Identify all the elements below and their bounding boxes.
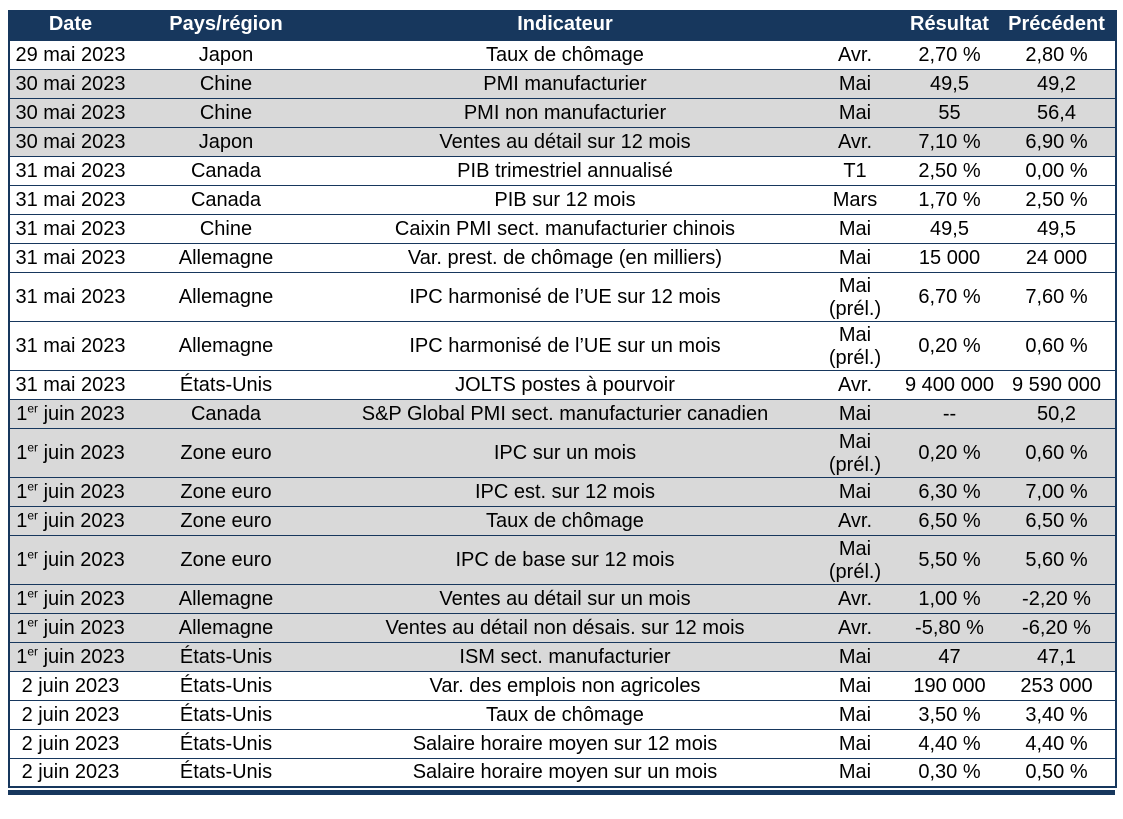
cell-previous: 9 590 000 bbox=[998, 370, 1116, 399]
cell-date: 1er juin 2023 bbox=[9, 399, 131, 428]
cell-indicator: PMI non manufacturier bbox=[321, 98, 809, 127]
cell-country: Allemagne bbox=[131, 321, 321, 370]
cell-country: Zone euro bbox=[131, 506, 321, 535]
cell-result: 15 000 bbox=[901, 243, 998, 272]
cell-country: États-Unis bbox=[131, 671, 321, 700]
cell-result: 3,50 % bbox=[901, 700, 998, 729]
cell-country: États-Unis bbox=[131, 642, 321, 671]
cell-previous: 7,00 % bbox=[998, 477, 1116, 506]
table-row bbox=[9, 370, 1116, 399]
cell-country: Chine bbox=[131, 69, 321, 98]
cell-date: 2 juin 2023 bbox=[9, 700, 131, 729]
cell-period: Mai bbox=[809, 671, 901, 700]
cell-result: 1,00 % bbox=[901, 584, 998, 613]
date-ordinal-sup: er bbox=[27, 585, 39, 600]
cell-indicator: PIB trimestriel annualisé bbox=[321, 156, 809, 185]
cell-indicator: ISM sect. manufacturier bbox=[321, 642, 809, 671]
cell-country: Canada bbox=[131, 156, 321, 185]
cell-previous: 7,60 % bbox=[998, 272, 1116, 321]
cell-result: 7,10 % bbox=[901, 127, 998, 156]
cell-date: 31 mai 2023 bbox=[9, 321, 131, 370]
table-bottom-bar bbox=[8, 790, 1115, 795]
cell-period: Avr. bbox=[809, 127, 901, 156]
col-header-indicator: Indicateur bbox=[321, 10, 809, 40]
economic-calendar-table bbox=[8, 10, 1117, 788]
table-row bbox=[9, 506, 1116, 535]
date-ordinal-sup: er bbox=[27, 400, 39, 415]
cell-indicator: IPC est. sur 12 mois bbox=[321, 477, 809, 506]
cell-date: 31 mai 2023 bbox=[9, 370, 131, 399]
cell-indicator: IPC harmonisé de l’UE sur un mois bbox=[321, 321, 809, 370]
table-row bbox=[9, 127, 1116, 156]
table-row bbox=[9, 758, 1116, 787]
cell-period: Mai bbox=[809, 98, 901, 127]
cell-date: 2 juin 2023 bbox=[9, 729, 131, 758]
cell-indicator: IPC sur un mois bbox=[321, 428, 809, 477]
cell-indicator: Taux de chômage bbox=[321, 506, 809, 535]
col-header-previous: Précédent bbox=[998, 10, 1116, 40]
cell-country: Zone euro bbox=[131, 477, 321, 506]
cell-date: 31 mai 2023 bbox=[9, 272, 131, 321]
cell-country: Allemagne bbox=[131, 243, 321, 272]
cell-previous: 6,50 % bbox=[998, 506, 1116, 535]
table-row bbox=[9, 700, 1116, 729]
table-row bbox=[9, 613, 1116, 642]
table-row bbox=[9, 243, 1116, 272]
table-row bbox=[9, 98, 1116, 127]
cell-previous: 50,2 bbox=[998, 399, 1116, 428]
cell-period: Avr. bbox=[809, 584, 901, 613]
cell-result: 6,30 % bbox=[901, 477, 998, 506]
date-ordinal-sup: er bbox=[27, 507, 39, 522]
cell-period: Mai (prél.) bbox=[809, 535, 901, 584]
table-row bbox=[9, 214, 1116, 243]
cell-period: Avr. bbox=[809, 40, 901, 69]
cell-previous: 24 000 bbox=[998, 243, 1116, 272]
cell-country: Chine bbox=[131, 214, 321, 243]
cell-country: États-Unis bbox=[131, 758, 321, 787]
cell-date: 2 juin 2023 bbox=[9, 671, 131, 700]
cell-result: 49,5 bbox=[901, 69, 998, 98]
cell-result: 1,70 % bbox=[901, 185, 998, 214]
cell-previous: 4,40 % bbox=[998, 729, 1116, 758]
cell-indicator: Ventes au détail non désais. sur 12 mois bbox=[321, 613, 809, 642]
cell-period: T1 bbox=[809, 156, 901, 185]
cell-date: 1er juin 2023 bbox=[9, 477, 131, 506]
table-row bbox=[9, 156, 1116, 185]
cell-previous: 0,00 % bbox=[998, 156, 1116, 185]
cell-previous: 2,80 % bbox=[998, 40, 1116, 69]
cell-date: 1er juin 2023 bbox=[9, 584, 131, 613]
cell-country: Zone euro bbox=[131, 535, 321, 584]
cell-date: 1er juin 2023 bbox=[9, 613, 131, 642]
table-row bbox=[9, 477, 1116, 506]
table-row bbox=[9, 535, 1116, 584]
cell-previous: 49,2 bbox=[998, 69, 1116, 98]
cell-period: Mai bbox=[809, 69, 901, 98]
cell-date: 1er juin 2023 bbox=[9, 642, 131, 671]
cell-period: Mai bbox=[809, 214, 901, 243]
date-ordinal-sup: er bbox=[27, 478, 39, 493]
cell-period: Mai bbox=[809, 399, 901, 428]
cell-date: 1er juin 2023 bbox=[9, 535, 131, 584]
cell-indicator: JOLTS postes à pourvoir bbox=[321, 370, 809, 399]
cell-indicator: Var. prest. de chômage (en milliers) bbox=[321, 243, 809, 272]
cell-result: 2,70 % bbox=[901, 40, 998, 69]
table-row bbox=[9, 321, 1116, 370]
cell-result: 6,70 % bbox=[901, 272, 998, 321]
table-row bbox=[9, 729, 1116, 758]
cell-indicator: Var. des emplois non agricoles bbox=[321, 671, 809, 700]
cell-date: 31 mai 2023 bbox=[9, 185, 131, 214]
cell-period: Mai (prél.) bbox=[809, 272, 901, 321]
header-row bbox=[9, 10, 1116, 40]
cell-date: 31 mai 2023 bbox=[9, 243, 131, 272]
cell-previous: 0,60 % bbox=[998, 428, 1116, 477]
cell-country: Allemagne bbox=[131, 584, 321, 613]
cell-date: 31 mai 2023 bbox=[9, 214, 131, 243]
cell-date: 1er juin 2023 bbox=[9, 506, 131, 535]
cell-previous: 6,90 % bbox=[998, 127, 1116, 156]
cell-period: Avr. bbox=[809, 613, 901, 642]
table-row bbox=[9, 185, 1116, 214]
cell-previous: 2,50 % bbox=[998, 185, 1116, 214]
cell-previous: -6,20 % bbox=[998, 613, 1116, 642]
table-row bbox=[9, 428, 1116, 477]
cell-result: 55 bbox=[901, 98, 998, 127]
cell-period: Mai bbox=[809, 477, 901, 506]
cell-indicator: PMI manufacturier bbox=[321, 69, 809, 98]
cell-result: 190 000 bbox=[901, 671, 998, 700]
cell-previous: 253 000 bbox=[998, 671, 1116, 700]
cell-result: -5,80 % bbox=[901, 613, 998, 642]
cell-previous: 0,60 % bbox=[998, 321, 1116, 370]
table-body bbox=[9, 40, 1116, 787]
cell-result: 0,20 % bbox=[901, 428, 998, 477]
cell-indicator: S&P Global PMI sect. manufacturier canadien bbox=[321, 399, 809, 428]
cell-result: -- bbox=[901, 399, 998, 428]
cell-period: Mai bbox=[809, 642, 901, 671]
cell-indicator: Caixin PMI sect. manufacturier chinois bbox=[321, 214, 809, 243]
cell-date: 31 mai 2023 bbox=[9, 156, 131, 185]
cell-country: Japon bbox=[131, 127, 321, 156]
table-row bbox=[9, 69, 1116, 98]
cell-result: 6,50 % bbox=[901, 506, 998, 535]
cell-date: 30 mai 2023 bbox=[9, 127, 131, 156]
period-preliminary-note: (prél.) bbox=[828, 560, 882, 583]
cell-previous: 56,4 bbox=[998, 98, 1116, 127]
cell-country: États-Unis bbox=[131, 700, 321, 729]
cell-period: Avr. bbox=[809, 506, 901, 535]
cell-result: 47 bbox=[901, 642, 998, 671]
cell-indicator: Taux de chômage bbox=[321, 40, 809, 69]
cell-indicator: Taux de chômage bbox=[321, 700, 809, 729]
cell-country: Japon bbox=[131, 40, 321, 69]
cell-previous: 0,50 % bbox=[998, 758, 1116, 787]
cell-previous: 49,5 bbox=[998, 214, 1116, 243]
cell-country: États-Unis bbox=[131, 729, 321, 758]
period-preliminary-note: (prél.) bbox=[828, 346, 882, 369]
period-preliminary-note: (prél.) bbox=[828, 297, 882, 320]
cell-period: Mai bbox=[809, 729, 901, 758]
table-row bbox=[9, 671, 1116, 700]
cell-result: 5,50 % bbox=[901, 535, 998, 584]
col-header-result: Résultat bbox=[901, 10, 998, 40]
cell-indicator: PIB sur 12 mois bbox=[321, 185, 809, 214]
cell-indicator: IPC de base sur 12 mois bbox=[321, 535, 809, 584]
col-header-period bbox=[809, 10, 901, 40]
period-preliminary-note: (prél.) bbox=[828, 453, 882, 476]
table-row bbox=[9, 40, 1116, 69]
table-row bbox=[9, 399, 1116, 428]
cell-result: 9 400 000 bbox=[901, 370, 998, 399]
cell-result: 0,30 % bbox=[901, 758, 998, 787]
col-header-country: Pays/région bbox=[131, 10, 321, 40]
table-header bbox=[9, 10, 1116, 40]
table-row bbox=[9, 584, 1116, 613]
cell-date: 1er juin 2023 bbox=[9, 428, 131, 477]
cell-indicator: Ventes au détail sur 12 mois bbox=[321, 127, 809, 156]
cell-date: 30 mai 2023 bbox=[9, 98, 131, 127]
cell-result: 49,5 bbox=[901, 214, 998, 243]
cell-indicator: Ventes au détail sur un mois bbox=[321, 584, 809, 613]
table-row bbox=[9, 642, 1116, 671]
cell-date: 2 juin 2023 bbox=[9, 758, 131, 787]
cell-period: Avr. bbox=[809, 370, 901, 399]
date-ordinal-sup: er bbox=[27, 439, 39, 454]
cell-country: Canada bbox=[131, 399, 321, 428]
cell-period: Mai bbox=[809, 243, 901, 272]
cell-country: Zone euro bbox=[131, 428, 321, 477]
date-ordinal-sup: er bbox=[27, 546, 39, 561]
cell-country: États-Unis bbox=[131, 370, 321, 399]
cell-period: Mai bbox=[809, 758, 901, 787]
cell-period: Mai bbox=[809, 700, 901, 729]
cell-country: Allemagne bbox=[131, 272, 321, 321]
table-row bbox=[9, 272, 1116, 321]
date-ordinal-sup: er bbox=[27, 643, 39, 658]
cell-previous: 3,40 % bbox=[998, 700, 1116, 729]
cell-result: 0,20 % bbox=[901, 321, 998, 370]
cell-country: Canada bbox=[131, 185, 321, 214]
cell-indicator: Salaire horaire moyen sur un mois bbox=[321, 758, 809, 787]
cell-result: 2,50 % bbox=[901, 156, 998, 185]
col-header-date: Date bbox=[9, 10, 131, 40]
cell-period: Mai (prél.) bbox=[809, 321, 901, 370]
cell-period: Mai (prél.) bbox=[809, 428, 901, 477]
cell-result: 4,40 % bbox=[901, 729, 998, 758]
cell-country: Chine bbox=[131, 98, 321, 127]
cell-period: Mars bbox=[809, 185, 901, 214]
cell-indicator: Salaire horaire moyen sur 12 mois bbox=[321, 729, 809, 758]
cell-indicator: IPC harmonisé de l’UE sur 12 mois bbox=[321, 272, 809, 321]
cell-date: 29 mai 2023 bbox=[9, 40, 131, 69]
cell-country: Allemagne bbox=[131, 613, 321, 642]
cell-previous: -2,20 % bbox=[998, 584, 1116, 613]
date-ordinal-sup: er bbox=[27, 614, 39, 629]
cell-previous: 5,60 % bbox=[998, 535, 1116, 584]
cell-date: 30 mai 2023 bbox=[9, 69, 131, 98]
cell-previous: 47,1 bbox=[998, 642, 1116, 671]
